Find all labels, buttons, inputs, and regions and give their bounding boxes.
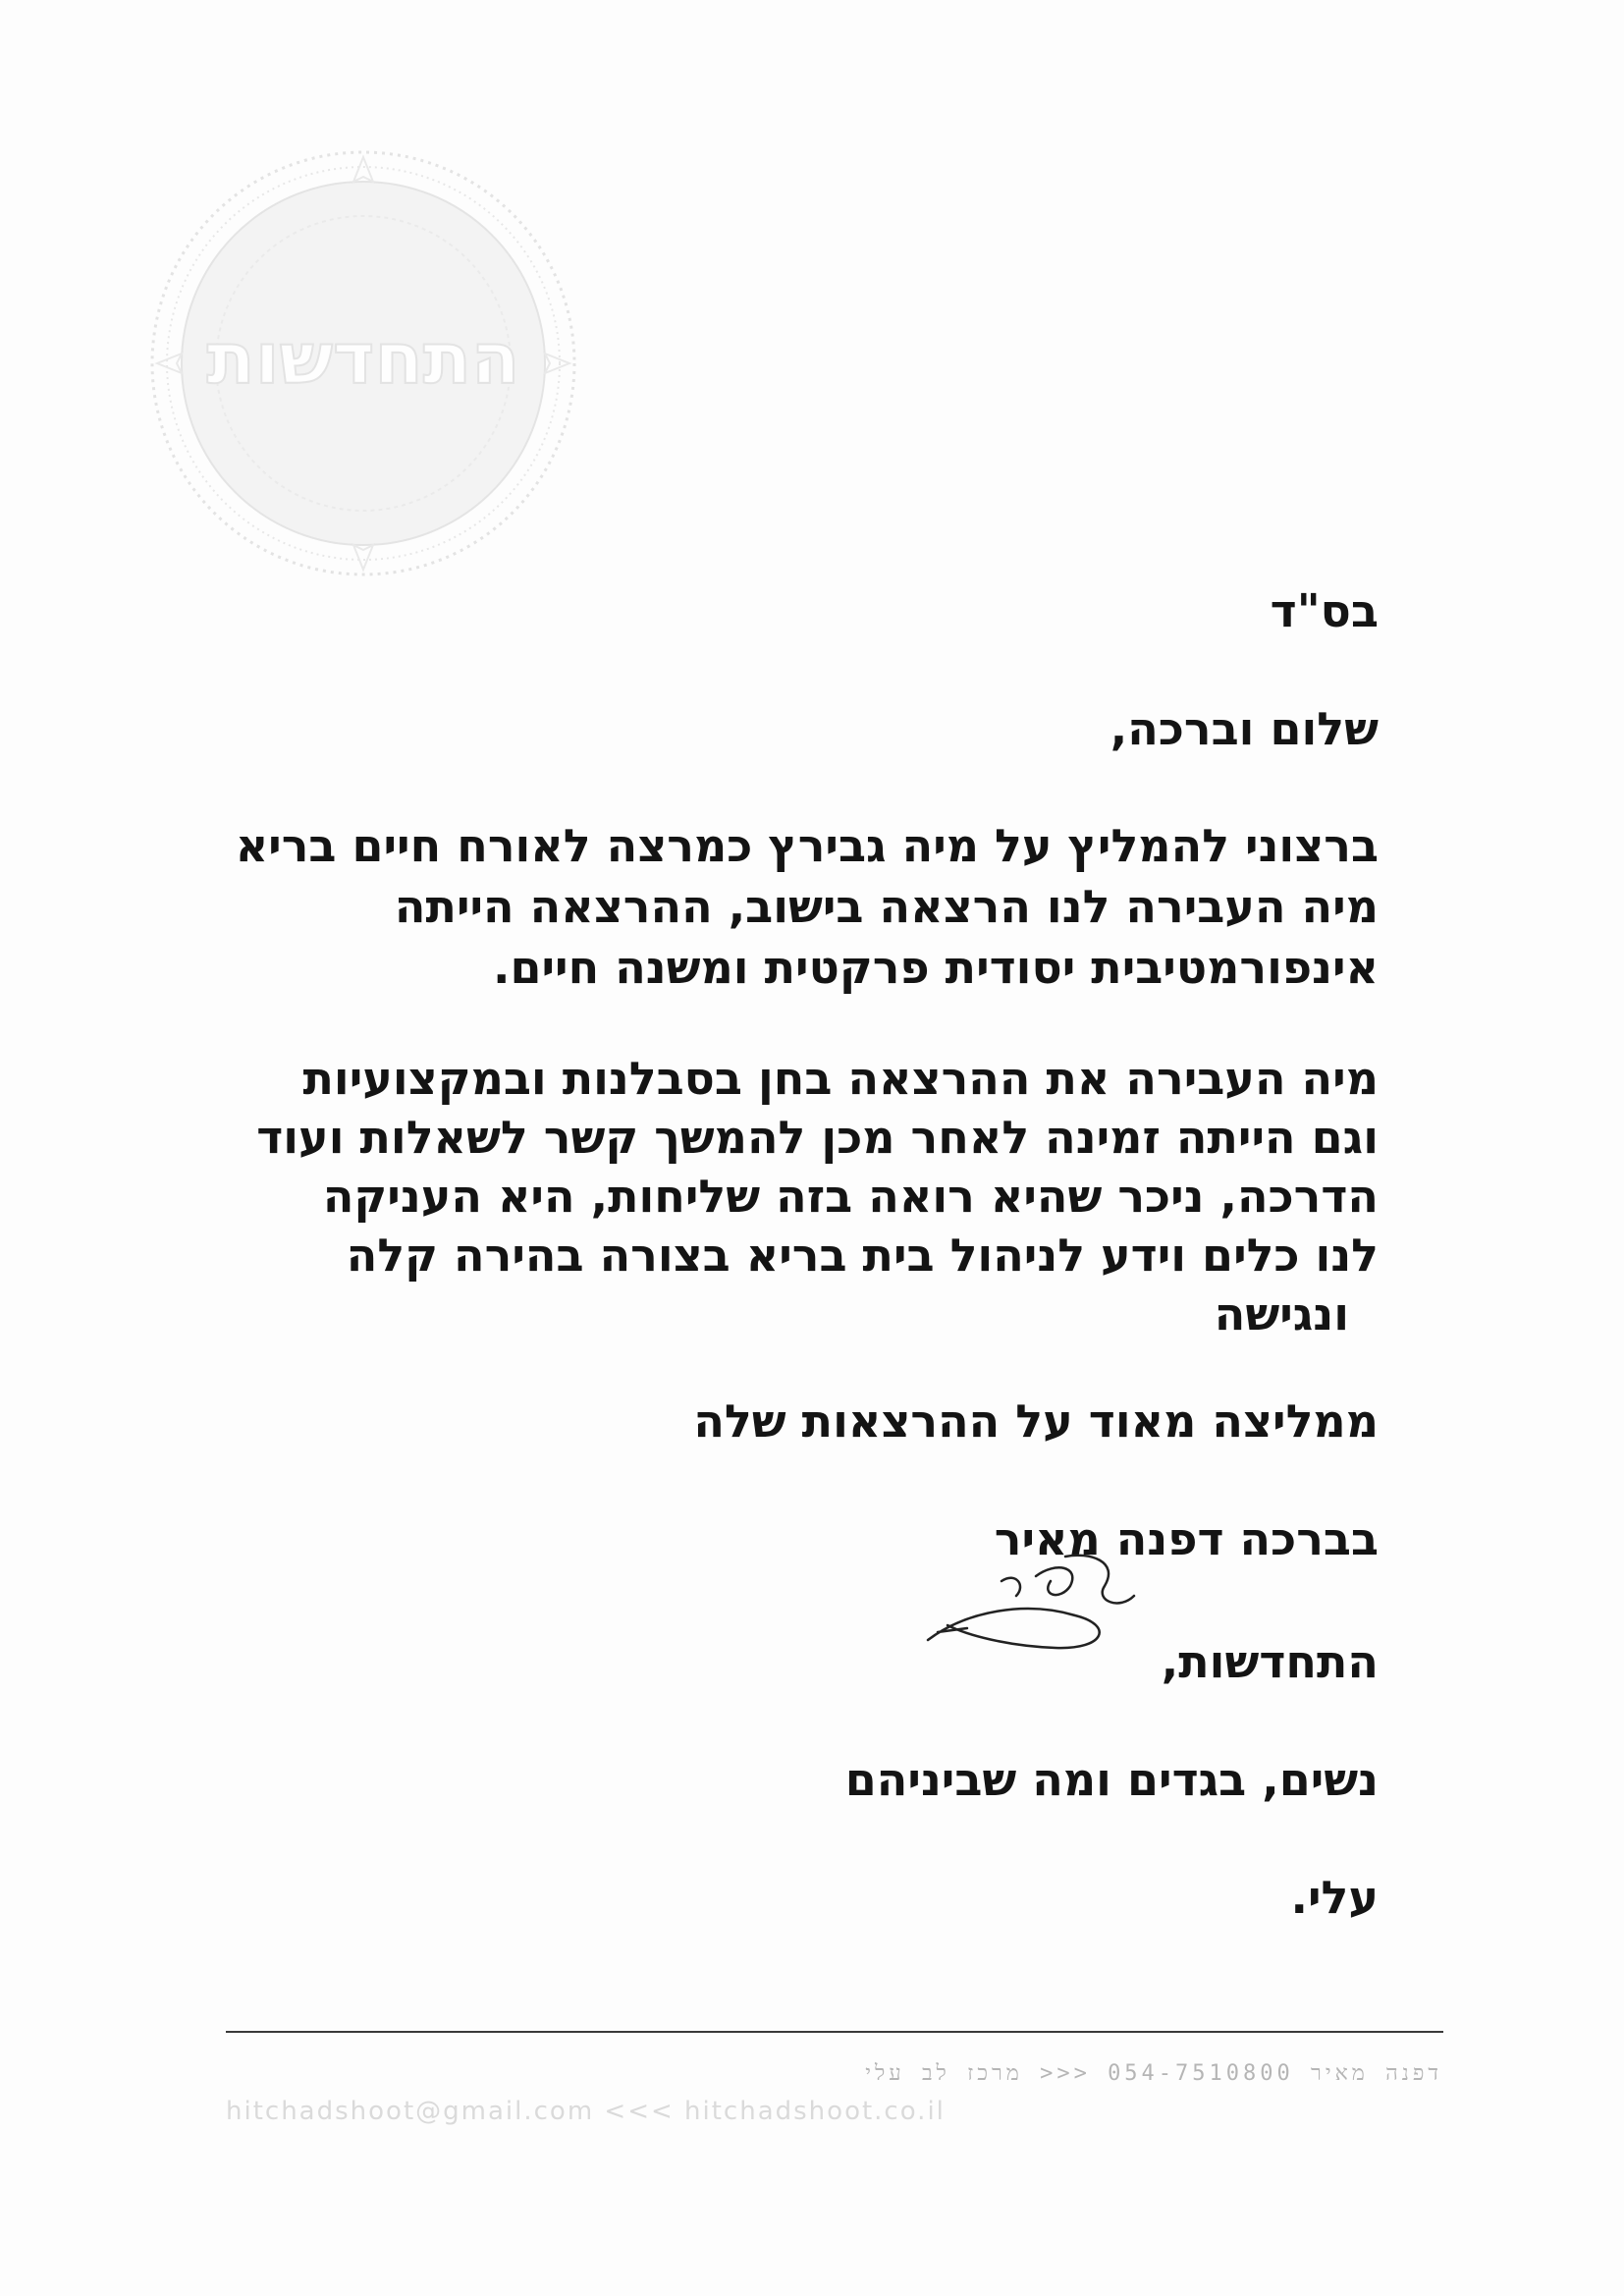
logo-seal — [137, 137, 589, 589]
seal-text: התחדשות — [206, 317, 520, 400]
footer-contact-line: דפנה מאיר 054-7510800 <<< מרכז לב עלי — [865, 2061, 1442, 2086]
paragraph-line: מיה העבירה את ההרצאה בחן בסבלנות ובמקצועיות — [302, 1052, 1379, 1105]
paragraph-line: ונגישה — [1214, 1287, 1349, 1340]
paragraph-line: מיה העבירה לנו הרצאה בישוב, ההרצאה הייתה — [394, 880, 1379, 933]
paragraph-line: אינפורמטיבית יסודית פרקטית ומשנה חיים. — [492, 941, 1379, 994]
footer-divider — [226, 2031, 1443, 2033]
handwritten-signature — [908, 1542, 1154, 1660]
letter-greeting: שלום וברכה, — [1110, 702, 1379, 755]
letter-location: עלי. — [1290, 1871, 1379, 1924]
paragraph-line: וגם הייתה זמינה לאחר מכן להמשך קשר לשאלות ועוד — [256, 1111, 1379, 1164]
letter-opening: בס"ד — [1270, 584, 1379, 637]
footer-web-line: hitchadshoot@gmail.com <<< hitchadshoot.co.il — [226, 2097, 946, 2126]
paragraph-line: הדרכה, ניכר שהיא רואה בזה שליחות, היא העניקה — [322, 1170, 1379, 1223]
paragraph-line: ברצוני להמליץ על מיה גבירץ כמרצה לאורח חיים בריא — [235, 819, 1379, 872]
letter-closing: בברכה דפנה מאיר — [994, 1512, 1379, 1565]
letter-recommendation: ממליצה מאוד על ההרצאות שלה — [693, 1394, 1379, 1448]
paragraph-line: לנו כלים וידע לניהול בית בריא בצורה בהירה קלה — [346, 1229, 1379, 1282]
letter-paragraph-2 — [256, 1049, 1379, 1343]
letter-paragraph-1 — [236, 815, 1379, 998]
organization-tagline: נשים, בגדים ומה שביניהם — [844, 1753, 1379, 1806]
organization-name: התחדשות, — [1161, 1635, 1379, 1688]
